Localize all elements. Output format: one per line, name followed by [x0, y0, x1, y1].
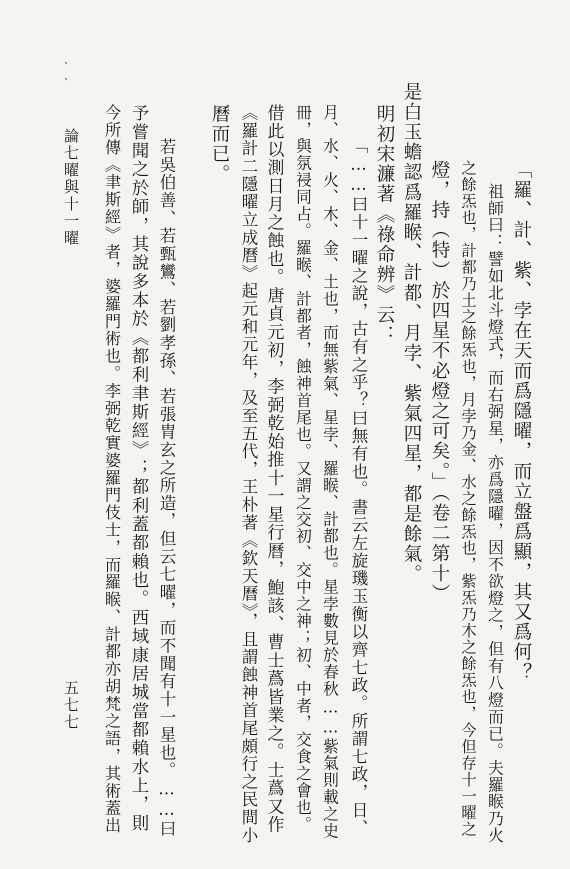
text-column: 是白玉蟾認爲羅睺、計都、月孛、紫氣四星，都是餘氣。 — [401, 82, 422, 585]
page-mark: ‵‵ — [59, 60, 73, 92]
text-column: 若吳伯善、若甄鸞、若劉孝孫、若張胄玄之所造，但云七曜，而不聞有十一星也。……曰 — [157, 138, 176, 838]
text-column: 《羅計二隱曜立成曆》起元和元年，及至五代，王朴著《欽天曆》，且謂蝕神首尾頗行之民間小 — [239, 104, 258, 845]
text-column: 祖師曰：譬如北斗燈式，而右弼星，亦爲隱曜，因不欲燈之，但有八燈而已。夫羅睺乃火 — [486, 183, 505, 845]
running-head: 論七曜與十一曜 — [62, 128, 80, 247]
text-column: 曆而已。 — [209, 104, 230, 185]
text-column: 今所傳《聿斯經》者，婆羅門術也。李弼乾實婆羅門伎士，而羅睺、計都亦胡梵之語，其術蓋出 — [102, 104, 121, 835]
text-column: 明初宋濂著《祿命辨》云： — [374, 104, 395, 346]
page-number: 五七七 — [62, 680, 80, 731]
text-column: 之餘炁也，計都乃土之餘炁也，月孛乃金、水之餘炁也，紫炁乃木之餘炁也，今但存十一曜之 — [459, 160, 477, 838]
text-column: 「羅、計、紫、孛在天而爲隱曜，而立盤爲顯，其又爲何？ — [511, 160, 532, 683]
text-column: 冊，與氛祲同占。羅睺、計都者，蝕神首尾也。又謂之交初、交中之神；初、中者，交食之會也。 — [294, 104, 313, 834]
text-column: 「……曰十一曜之說，古有之乎？曰無有也。書云左旋璣玉衡以齊七政。所謂七政，日、 — [349, 137, 368, 837]
text-column: 月、水、火、木、金、土也，而無紫氣、星孛、羅睺、計都也。星孛數見於春秋……紫氣則載之史 — [321, 104, 340, 840]
text-column: 借此以測日月之蝕也。唐貞元初，李弼乾始推十一星行曆，鮑該、曹士蔿皆業之。士蔿又作 — [265, 104, 285, 835]
text-column: 予嘗聞之於師，其說多本於《都利聿斯經》；都利蓋都賴也。西域康居城當都賴水上，則 — [128, 104, 148, 833]
text-column: 燈，持（特）於四星不必燈之可矣。」（卷二第十） — [429, 160, 450, 604]
